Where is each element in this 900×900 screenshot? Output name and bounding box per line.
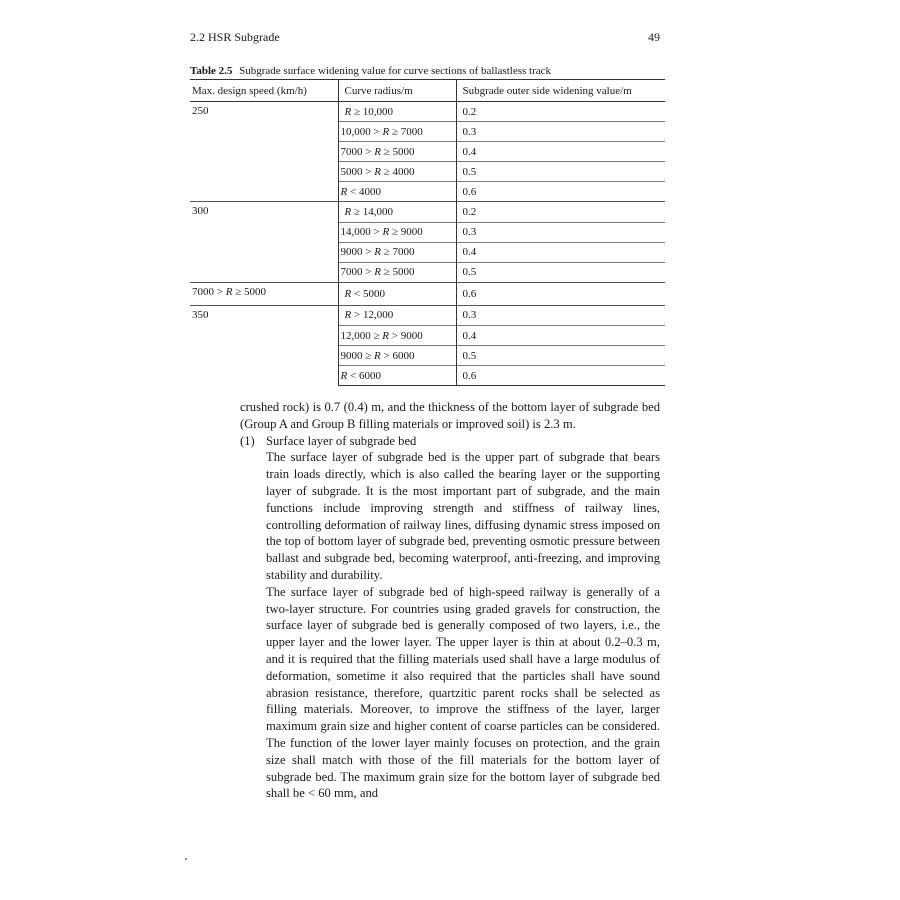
radius-cell: 9000 ≥ R > 6000 bbox=[338, 346, 456, 366]
radius-cell: 5000 > R ≥ 4000 bbox=[338, 162, 456, 182]
widening-value-cell: 0.4 bbox=[456, 142, 665, 162]
table-row bbox=[190, 102, 665, 122]
widening-value-cell: 0.4 bbox=[456, 326, 665, 346]
widening-value-cell: 0.2 bbox=[456, 202, 665, 222]
speed-cell: 250 bbox=[192, 105, 209, 117]
widening-value-cell: 0.5 bbox=[456, 346, 665, 366]
widening-value-cell: 0.6 bbox=[456, 282, 665, 305]
widening-value-cell: 0.4 bbox=[456, 242, 665, 262]
column-header-speed: Max. design speed (km/h) bbox=[190, 80, 338, 102]
radius-cell: R < 5000 bbox=[338, 282, 456, 305]
radius-cell: R ≥ 10,000 bbox=[338, 102, 456, 122]
list-item-number: (1) bbox=[240, 433, 255, 448]
table-row bbox=[190, 282, 665, 305]
radius-cell: 7000 > R ≥ 5000 bbox=[338, 142, 456, 162]
widening-value-cell: 0.3 bbox=[456, 305, 665, 325]
table-caption bbox=[190, 65, 551, 77]
intro-paragraph: crushed rock) is 0.7 (0.4) m, and the thickness of the bottom layer of subgrade bed (Group A and Group B filling materials or improved soil) is 2.3 m. bbox=[240, 400, 660, 431]
table-row bbox=[190, 305, 665, 325]
widening-value-cell: 0.6 bbox=[456, 366, 665, 386]
column-header-widening: Subgrade outer side widening value/m bbox=[456, 80, 665, 102]
widening-value-cell: 0.5 bbox=[456, 162, 665, 182]
radius-cell: R ≥ 14,000 bbox=[338, 202, 456, 222]
radius-cell: R > 12,000 bbox=[338, 305, 456, 325]
column-header-radius: Curve radius/m bbox=[338, 80, 456, 102]
table-caption-label: Table 2.5 bbox=[190, 65, 233, 77]
table-caption-text: Subgrade surface widening value for curve sections of ballastless track bbox=[239, 65, 552, 77]
table-row bbox=[190, 202, 665, 222]
widening-value-cell: 0.5 bbox=[456, 262, 665, 282]
radius-cell: 14,000 > R ≥ 9000 bbox=[338, 222, 456, 242]
stray-mark bbox=[185, 858, 187, 860]
paragraph-two-layer-structure: The surface layer of subgrade bed of high-speed railway is generally of a two-layer structure. For countries using graded gravels for construction, the surface layer of subgrade bed is generally composed of two layers, i.e., the upper layer and the lower layer. The upper layer is thin at about 0.2–0.3 m, and it is required that the filling materials used shall have a large modulus of deformation, sometime it also required that the particles shall have sound abrasion resistance, therefore, quartzitic parent rocks shall be selected as filling materials. Moreover, to improve the stiffness of the layer, larger maximum grain size and higher content of coarse particles can be considered. The function of the lower layer mainly focuses on protection, and the grain size shall match with those of the fill materials for the bottom layer of subgrade bed. The maximum grain size for the bottom layer of subgrade bed shall be < 60 mm, and bbox=[266, 584, 660, 801]
widening-table bbox=[190, 79, 665, 386]
paragraph-bearing-layer: The surface layer of subgrade bed is the upper part of subgrade that bears train loads directly, which is also called the bearing layer or the supporting layer of subgrade. It is the most important part of subgrade, and the main functions include improving strength and stiffness of railway lines, controlling deformation of railway lines, diffusing dynamic stress imposed on the top of bottom layer of subgrade bed, preventing osmotic pressure between ballast and subgrade bed, becoming waterproof, anti-freezing, and improving stability and durability. bbox=[266, 450, 660, 582]
radius-cell: R < 6000 bbox=[338, 366, 456, 386]
widening-value-cell: 0.2 bbox=[456, 102, 665, 122]
widening-value-cell: 0.6 bbox=[456, 182, 665, 202]
radius-cell: 12,000 ≥ R > 9000 bbox=[338, 326, 456, 346]
body-text bbox=[240, 399, 660, 802]
running-header: 2.2 HSR Subgrade bbox=[190, 30, 280, 44]
list-item-title: Surface layer of subgrade bed bbox=[266, 433, 417, 448]
table-header-row bbox=[190, 80, 665, 102]
radius-cell: 9000 > R ≥ 7000 bbox=[338, 242, 456, 262]
page-number: 49 bbox=[648, 30, 660, 44]
widening-value-cell: 0.3 bbox=[456, 122, 665, 142]
radius-cell: 10,000 > R ≥ 7000 bbox=[338, 122, 456, 142]
widening-value-cell: 0.3 bbox=[456, 222, 665, 242]
speed-cell: 300 bbox=[190, 202, 338, 282]
radius-cell: R < 4000 bbox=[338, 182, 456, 202]
list-item-heading bbox=[240, 433, 660, 450]
speed-cell: 350 bbox=[190, 305, 338, 385]
radius-cell: 7000 > R ≥ 5000 bbox=[338, 262, 456, 282]
speed-cell: 7000 > R ≥ 5000 bbox=[190, 282, 338, 305]
table-body bbox=[190, 102, 665, 386]
